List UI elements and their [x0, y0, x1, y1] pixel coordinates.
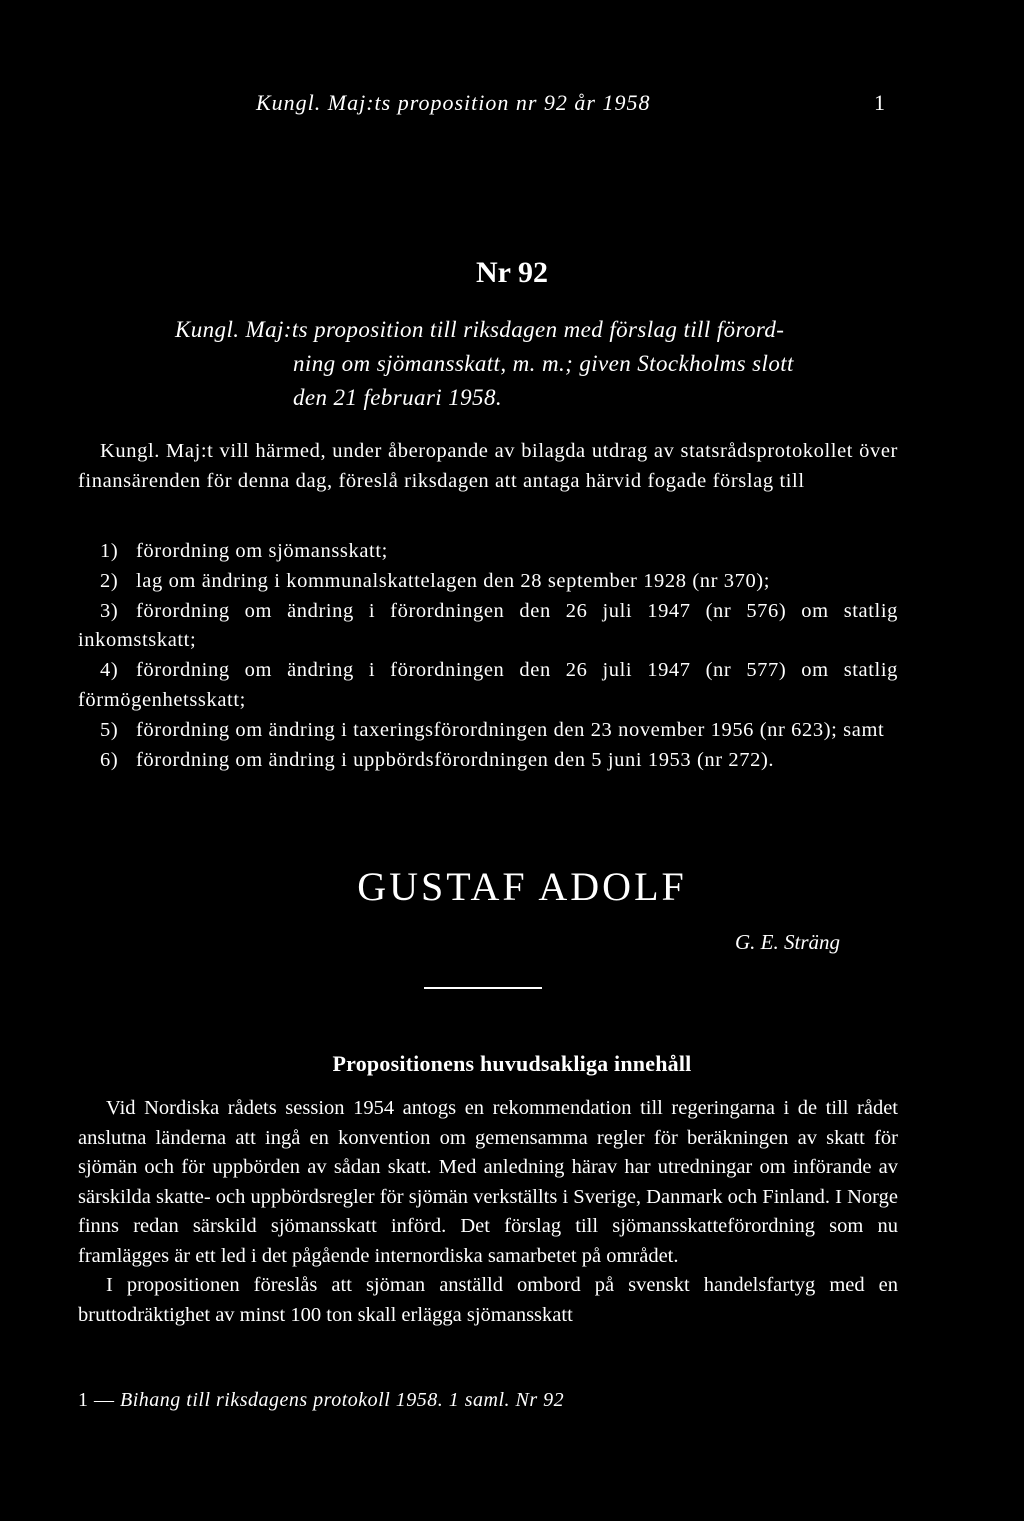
subject-line-3: den 21 februari 1958.	[293, 385, 502, 410]
proposal-item: 3) förordning om ändring i förordningen den 26 juli 1947 (nr 576) om statlig inkomstskatt;	[78, 599, 898, 652]
subject-line-1: Kungl. Maj:ts proposition till riksdagen med förslag till förord-	[175, 317, 785, 342]
summary-section	[78, 1094, 898, 1330]
proposal-item: 2) lag om ändring i kommunalskattelagen den 28 september 1928 (nr 370);	[100, 569, 771, 592]
minister-signature: G. E. Sträng	[735, 930, 840, 954]
proposal-item: 1) förordning om sjömansskatt;	[100, 540, 388, 562]
footer-text: Bihang till riksdagens protokoll 1958. 1 saml. Nr 92	[120, 1389, 565, 1411]
document-number: Nr 92	[476, 256, 548, 289]
summary-heading: Propositionens huvudsakliga innehåll	[332, 1051, 692, 1076]
proposal-list	[78, 537, 898, 775]
proposal-item: 4) förordning om ändring i förordningen den 26 juli 1947 (nr 577) om statlig förmögenhetsskatt;	[78, 659, 898, 711]
proposal-item: 6) förordning om ändring i uppbördsförordningen den 5 juni 1953 (nr 272).	[100, 748, 775, 771]
subject-line-2: ning om sjömansskatt, m. m.; given Stockholms slott	[293, 351, 794, 376]
running-title: Kungl. Maj:ts proposition nr 92 år 1958	[256, 90, 651, 115]
proposition-subject	[175, 313, 895, 415]
section-divider	[424, 987, 542, 989]
intro-paragraph: Kungl. Maj:t vill härmed, under åberopande av bilagda utdrag av statsrådsprotokollet över finansärenden för denna dag, föreslå riksdagen att antaga härvid fogade förslag till	[78, 440, 898, 492]
summary-paragraph-2: I propositionen föreslås att sjöman anställd ombord på svenskt handelsfartyg med en bruttodräktighet av minst 100 ton skall erlägga sjömansskatt	[78, 1274, 898, 1326]
footer-prefix: 1 —	[78, 1389, 120, 1411]
summary-paragraph-1: Vid Nordiska rådets session 1954 antogs en rekommendation till regeringarna i de till rådet anslutna länderna att ingå en konvention om gemensamma regler för beräkningen av skatt för sjömän och för uppbörden av sådan skatt. Med anledning härav har utredningar om införande av särskilda skatte- och uppbördsregler för sjömän verkställts i Sverige, Danmark och Finland. I Norge finns redan särskild sjömansskatt införd. Det förslag till sjömansskatteförordning som nu framlägges är ett led i det pågående internordiska samarbetet på området.	[78, 1097, 898, 1267]
proposal-item: 5) förordning om ändring i taxeringsförordningen den 23 november 1956 (nr 623); samt	[100, 718, 885, 741]
page-number: 1	[874, 90, 886, 115]
king-signature: GUSTAF ADOLF	[357, 864, 687, 909]
page-footer	[78, 1389, 564, 1412]
